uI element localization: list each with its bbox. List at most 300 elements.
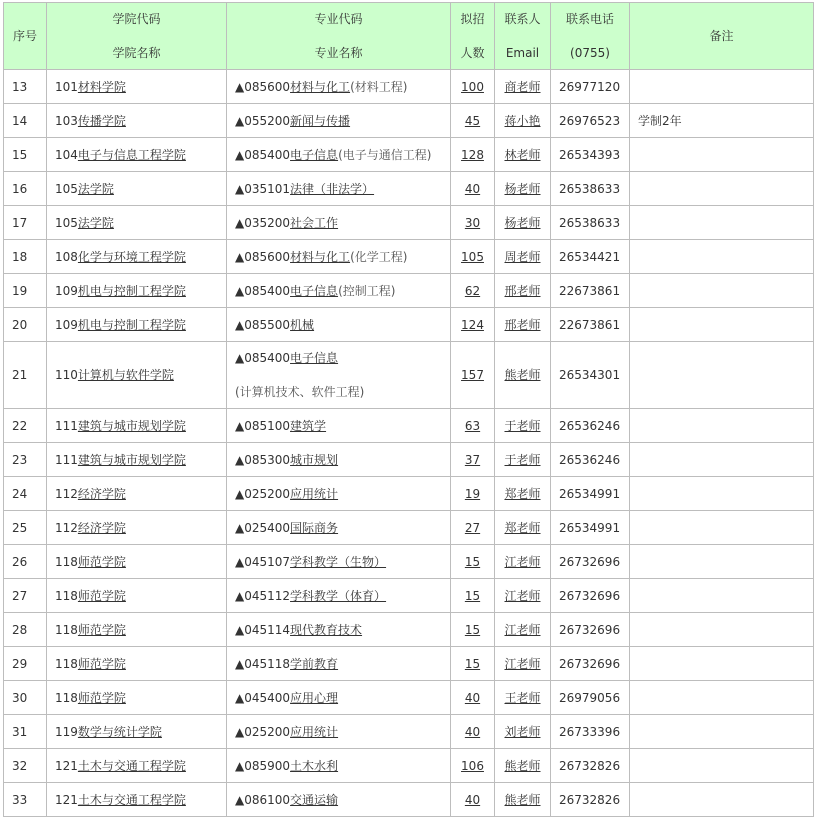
contact-link[interactable]: 于老师 [504,418,541,433]
major-link[interactable]: 机械 [290,317,315,332]
cell-college [47,681,227,715]
header-contact: 联系人 Email [495,3,551,70]
college-code: 108 [55,249,78,264]
contact-link[interactable]: 熊老师 [504,758,541,773]
college-link[interactable]: 建筑与城市规划学院 [77,418,186,433]
cell-note [630,274,814,308]
major-link[interactable]: 材料与化工 [290,79,351,94]
major-link[interactable]: 电子信息 [290,283,339,298]
cell-major [227,613,451,647]
cell-phone: 26732696 [551,545,630,579]
cell-phone: 26732826 [551,749,630,783]
quota-link[interactable]: 128 [461,147,484,162]
cell-seq: 26 [4,545,47,579]
cell-major [227,206,451,240]
cell-contact [495,749,551,783]
contact-link[interactable]: 邢老师 [504,317,541,332]
quota-link[interactable]: 105 [461,249,484,264]
cell-college [47,613,227,647]
header-college [47,3,227,70]
cell-quota [451,409,495,443]
cell-major [227,647,451,681]
cell-contact [495,477,551,511]
quota-link[interactable]: 30 [464,215,481,230]
college-code: 111 [55,452,78,467]
quota-link[interactable]: 106 [461,758,484,773]
college-code: 110 [55,368,78,382]
cell-major [227,104,451,138]
cell-quota [451,172,495,206]
cell-seq: 15 [4,138,47,172]
cell-college [47,70,227,104]
cell-college [47,511,227,545]
cell-contact [495,409,551,443]
contact-link[interactable]: 周老师 [504,249,541,264]
cell-quota [451,783,495,817]
cell-seq: 30 [4,681,47,715]
major-link[interactable]: 学前教育 [290,656,339,671]
cell-quota [451,647,495,681]
major-code: ▲045118 [235,656,291,671]
cell-seq: 31 [4,715,47,749]
college-link[interactable]: 师范学院 [77,690,126,705]
cell-phone: 26534991 [551,511,630,545]
cell-major [227,342,451,409]
major-link[interactable]: 应用心理 [290,690,339,705]
quota-link[interactable]: 15 [464,622,481,637]
cell-phone: 26976523 [551,104,630,138]
cell-major [227,274,451,308]
major-link[interactable]: 学科教学（生物） [290,554,387,569]
cell-phone: 26534393 [551,138,630,172]
admissions-table [3,2,814,817]
major-code: ▲035101 [235,181,291,196]
table-row [4,206,814,240]
major-code: ▲085600 [235,249,291,264]
cell-quota [451,274,495,308]
cell-contact [495,511,551,545]
header-quota: 拟招 人数 [451,3,495,70]
major-code: ▲085400 [235,283,291,298]
cell-college [47,308,227,342]
contact-link[interactable]: 江老师 [504,588,541,603]
contact-link[interactable]: 江老师 [504,554,541,569]
cell-phone: 26538633 [551,172,630,206]
table-row [4,647,814,681]
cell-phone: 26979056 [551,681,630,715]
college-code: 105 [55,215,78,230]
cell-quota [451,579,495,613]
contact-link[interactable]: 郑老师 [504,520,541,535]
cell-phone: 22673861 [551,308,630,342]
cell-seq: 29 [4,647,47,681]
cell-quota [451,443,495,477]
college-code: 101 [55,79,78,94]
major-code: ▲086100 [235,792,291,807]
cell-phone: 26732696 [551,647,630,681]
cell-contact [495,240,551,274]
cell-major [227,749,451,783]
college-link[interactable]: 经济学院 [77,486,126,501]
table-row [4,477,814,511]
cell-note [630,477,814,511]
college-link[interactable]: 传播学院 [77,113,126,128]
cell-seq: 19 [4,274,47,308]
cell-major [227,511,451,545]
header-major [227,3,451,70]
college-link[interactable]: 材料学院 [77,79,126,94]
contact-link[interactable]: 熊老师 [504,792,541,807]
cell-contact [495,647,551,681]
cell-note [630,342,814,409]
table-row [4,104,814,138]
major-sub: (化学工程) [350,249,408,264]
table-row [4,783,814,817]
major-link[interactable]: 电子信息 [290,351,339,365]
cell-quota [451,749,495,783]
cell-quota [451,511,495,545]
major-code: ▲085100 [235,418,291,433]
cell-seq: 13 [4,70,47,104]
quota-link[interactable]: 37 [464,452,481,467]
major-link[interactable]: 现代教育技术 [290,622,363,637]
table-row [4,545,814,579]
cell-note [630,715,814,749]
major-code: ▲045114 [235,622,291,637]
quota-link[interactable]: 40 [464,181,481,196]
cell-college [47,172,227,206]
table-body [4,70,814,817]
table-row [4,308,814,342]
contact-link[interactable]: 江老师 [504,622,541,637]
major-sub: (材料工程) [350,79,408,94]
quota-link[interactable]: 62 [464,283,481,298]
cell-college [47,783,227,817]
cell-quota [451,138,495,172]
contact-link[interactable]: 蒋小艳 [504,113,541,128]
major-link[interactable]: 材料与化工 [290,249,351,264]
cell-college [47,138,227,172]
cell-note [630,240,814,274]
cell-major [227,443,451,477]
table-row [4,613,814,647]
college-link[interactable]: 师范学院 [77,656,126,671]
cell-quota [451,545,495,579]
header-college-code: 学院代码 [112,12,161,26]
header-major-code: 专业代码 [314,12,363,26]
major-sub: (计算机技术、软件工程) [235,385,365,399]
major-link[interactable]: 电子信息 [290,147,339,162]
cell-note [630,749,814,783]
cell-major [227,681,451,715]
college-link[interactable]: 师范学院 [77,554,126,569]
cell-seq: 28 [4,613,47,647]
cell-contact [495,545,551,579]
cell-quota [451,477,495,511]
college-link[interactable]: 法学院 [77,215,114,230]
college-link[interactable]: 计算机与软件学院 [77,368,174,382]
cell-contact [495,104,551,138]
cell-quota [451,70,495,104]
cell-contact [495,681,551,715]
college-link[interactable]: 法学院 [77,181,114,196]
quota-link[interactable]: 19 [464,486,481,501]
college-code: 118 [55,656,78,671]
cell-note [630,443,814,477]
college-link[interactable]: 经济学院 [77,520,126,535]
table-row [4,579,814,613]
contact-link[interactable]: 商老师 [504,79,541,94]
cell-note [630,647,814,681]
cell-quota [451,104,495,138]
cell-college [47,104,227,138]
major-link[interactable]: 城市规划 [290,452,339,467]
college-link[interactable]: 数学与统计学院 [77,724,162,739]
cell-college [47,342,227,409]
table-row [4,138,814,172]
cell-note [630,681,814,715]
major-sub: (电子与通信工程) [338,147,432,162]
cell-college [47,409,227,443]
cell-major [227,579,451,613]
college-code: 111 [55,418,78,433]
cell-phone: 22673861 [551,274,630,308]
cell-seq: 21 [4,342,47,409]
cell-contact [495,715,551,749]
cell-college [47,206,227,240]
cell-college [47,749,227,783]
cell-college [47,274,227,308]
cell-note [630,172,814,206]
cell-quota [451,308,495,342]
cell-college [47,545,227,579]
table-row [4,172,814,206]
cell-phone: 26732696 [551,579,630,613]
quota-link[interactable]: 124 [461,317,484,332]
college-code: 105 [55,181,78,196]
cell-contact [495,783,551,817]
cell-major [227,715,451,749]
header-college-name: 学院名称 [112,46,161,60]
major-link[interactable]: 土木水利 [290,758,339,773]
quota-link[interactable]: 15 [464,554,481,569]
cell-college [47,647,227,681]
quota-link[interactable]: 45 [464,113,481,128]
college-link[interactable]: 机电与控制工程学院 [77,283,186,298]
cell-contact [495,443,551,477]
cell-seq: 20 [4,308,47,342]
contact-link[interactable]: 江老师 [504,656,541,671]
major-link[interactable]: 交通运输 [290,792,339,807]
cell-note [630,783,814,817]
major-code: ▲045400 [235,690,291,705]
table-row [4,749,814,783]
cell-quota [451,240,495,274]
quota-link[interactable]: 100 [461,79,484,94]
cell-seq: 33 [4,783,47,817]
cell-seq: 25 [4,511,47,545]
cell-college [47,579,227,613]
table-row [4,409,814,443]
college-link[interactable]: 土木与交通工程学院 [77,758,186,773]
college-link[interactable]: 机电与控制工程学院 [77,317,186,332]
cell-note [630,138,814,172]
cell-seq: 32 [4,749,47,783]
cell-phone: 26733396 [551,715,630,749]
table-row [4,715,814,749]
cell-quota [451,613,495,647]
major-link[interactable]: 应用统计 [290,724,339,739]
cell-college [47,477,227,511]
cell-seq: 18 [4,240,47,274]
cell-college [47,443,227,477]
major-code: ▲055200 [235,113,291,128]
quota-link[interactable]: 40 [464,792,481,807]
cell-seq: 22 [4,409,47,443]
cell-major [227,409,451,443]
contact-link[interactable]: 郑老师 [504,486,541,501]
major-sub: (控制工程) [338,283,396,298]
cell-contact [495,342,551,409]
cell-quota [451,681,495,715]
major-link[interactable]: 应用统计 [290,486,339,501]
header-note: 备注 [630,3,814,70]
major-code: ▲085300 [235,452,291,467]
cell-seq: 14 [4,104,47,138]
college-code: 119 [55,724,78,739]
college-code: 118 [55,554,78,569]
cell-note [630,409,814,443]
cell-quota [451,715,495,749]
college-link[interactable]: 土木与交通工程学院 [77,792,186,807]
cell-contact [495,308,551,342]
college-link[interactable]: 化学与环境工程学院 [77,249,186,264]
college-code: 118 [55,690,78,705]
college-link[interactable]: 师范学院 [77,622,126,637]
cell-seq: 27 [4,579,47,613]
quota-link[interactable]: 15 [464,588,481,603]
major-link[interactable]: 学科教学（体育） [290,588,387,603]
cell-contact [495,206,551,240]
college-link[interactable]: 建筑与城市规划学院 [77,452,186,467]
college-code: 112 [55,486,78,501]
cell-major [227,240,451,274]
quota-link[interactable]: 63 [464,418,481,433]
contact-link[interactable]: 于老师 [504,452,541,467]
college-code: 109 [55,317,78,332]
college-code: 103 [55,113,78,128]
table-row [4,681,814,715]
major-code: ▲085600 [235,79,291,94]
college-link[interactable]: 电子与信息工程学院 [77,147,186,162]
major-code: ▲085900 [235,758,291,773]
cell-contact [495,172,551,206]
contact-link[interactable]: 林老师 [504,147,541,162]
cell-note [630,579,814,613]
college-code: 118 [55,622,78,637]
cell-phone: 26536246 [551,443,630,477]
cell-contact [495,613,551,647]
cell-note [630,206,814,240]
major-code: ▲045112 [235,588,291,603]
major-code: ▲025200 [235,486,291,501]
contact-link[interactable]: 刘老师 [504,724,541,739]
cell-seq: 17 [4,206,47,240]
header-seq: 序号 [4,3,47,70]
cell-contact [495,579,551,613]
cell-major [227,138,451,172]
header-row [4,3,814,70]
cell-seq: 16 [4,172,47,206]
contact-link[interactable]: 熊老师 [504,368,541,382]
cell-quota [451,206,495,240]
cell-phone: 26534421 [551,240,630,274]
cell-note [630,545,814,579]
cell-seq: 23 [4,443,47,477]
cell-college [47,240,227,274]
contact-link[interactable]: 杨老师 [504,215,541,230]
contact-link[interactable]: 王老师 [504,690,541,705]
cell-contact [495,70,551,104]
quota-link[interactable]: 15 [464,656,481,671]
college-code: 104 [55,147,78,162]
major-code: ▲025200 [235,724,291,739]
contact-link[interactable]: 杨老师 [504,181,541,196]
college-code: 121 [55,758,78,773]
table-row [4,443,814,477]
college-code: 121 [55,792,78,807]
cell-phone: 26534301 [551,342,630,409]
quota-link[interactable]: 27 [464,520,481,535]
cell-phone: 26534991 [551,477,630,511]
cell-major [227,308,451,342]
cell-note [630,308,814,342]
major-code: ▲025400 [235,520,291,535]
cell-phone: 26538633 [551,206,630,240]
quota-link[interactable]: 157 [461,368,484,382]
table-row [4,342,814,409]
college-code: 112 [55,520,78,535]
cell-major [227,172,451,206]
major-link[interactable]: 社会工作 [290,215,339,230]
cell-quota [451,342,495,409]
cell-phone: 26732826 [551,783,630,817]
college-link[interactable]: 师范学院 [77,588,126,603]
quota-link[interactable]: 40 [464,690,481,705]
cell-major [227,545,451,579]
college-code: 109 [55,283,78,298]
major-code: ▲045107 [235,554,291,569]
major-link[interactable]: 国际商务 [290,520,339,535]
contact-link[interactable]: 邢老师 [504,283,541,298]
table-row [4,511,814,545]
header-phone: 联系电话 (0755) [551,3,630,70]
cell-contact [495,138,551,172]
cell-major [227,70,451,104]
cell-phone: 26732696 [551,613,630,647]
major-link[interactable]: 法律（非法学） [290,181,375,196]
cell-phone: 26536246 [551,409,630,443]
college-code: 118 [55,588,78,603]
table-row [4,274,814,308]
quota-link[interactable]: 40 [464,724,481,739]
major-link[interactable]: 新闻与传播 [290,113,351,128]
major-link[interactable]: 建筑学 [290,418,327,433]
major-code: ▲035200 [235,215,291,230]
major-code: ▲085500 [235,317,291,332]
cell-major [227,783,451,817]
cell-note [630,613,814,647]
